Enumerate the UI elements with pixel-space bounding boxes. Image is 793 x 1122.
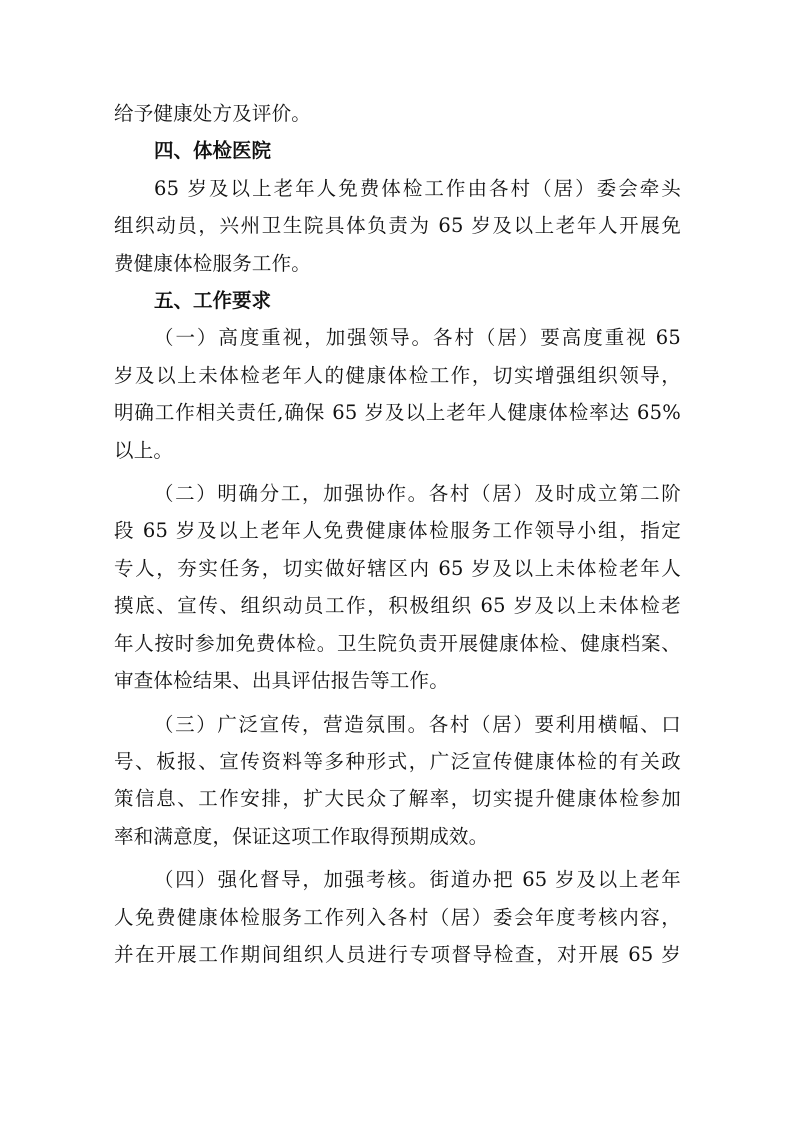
body-line: 率和满意度，保证这项工作取得预期成效。 — [114, 824, 489, 848]
body-line: 人免费健康体检服务工作列入各村（居）委会年度考核内容， — [114, 905, 681, 929]
section-heading-requirements: 五、工作要求 — [154, 289, 272, 313]
body-line: 以上。 — [114, 438, 174, 462]
section-heading-hospital: 四、体检医院 — [154, 139, 272, 163]
body-line: （四）强化督导，加强考核。街道办把 65 岁及以上老年 — [154, 868, 681, 892]
body-line: 审查体检结果、出具评估报告等工作。 — [114, 669, 449, 693]
body-line: 策信息、工作安排，扩大民众了解率，切实提升健康体检参加 — [114, 787, 681, 811]
body-line: 费健康体检服务工作。 — [114, 251, 312, 275]
body-line: 年人按时参加免费体检。卫生院负责开展健康体检、健康档案、 — [114, 631, 681, 655]
body-line: 专人，夯实任务，切实做好辖区内 65 岁及以上未体检老年人 — [114, 556, 681, 580]
body-line: （三）广泛宣传，营造氛围。各村（居）要利用横幅、口 — [154, 712, 681, 736]
body-line: 段 65 岁及以上老年人免费健康体检服务工作领导小组，指定 — [114, 519, 681, 543]
document-body — [114, 95, 681, 973]
body-line: 号、板报、宣传资料等多种形式，广泛宣传健康体检的有关政 — [114, 749, 681, 773]
body-line: 明确工作相关责任,确保 65 岁及以上老年人健康体检率达 65% — [114, 401, 681, 425]
body-line: （一）高度重视，加强领导。各村（居）要高度重视 65 — [154, 326, 681, 350]
body-line: 给予健康处方及评价。 — [114, 102, 312, 125]
body-line: 岁及以上未体检老年人的健康体检工作，切实增强组织领导， — [114, 363, 681, 387]
body-line: 摸底、宣传、组织动员工作，积极组织 65 岁及以上未体检老 — [114, 594, 681, 618]
body-line: 组织动员，兴州卫生院具体负责为 65 岁及以上老年人开展免 — [114, 214, 681, 238]
body-line: 65 岁及以上老年人免费体检工作由各村（居）委会牵头 — [154, 176, 681, 200]
body-line: 并在开展工作期间组织人员进行专项督导检查，对开展 65 岁 — [114, 942, 681, 966]
body-line: （二）明确分工，加强协作。各村（居）及时成立第二阶 — [154, 482, 681, 506]
